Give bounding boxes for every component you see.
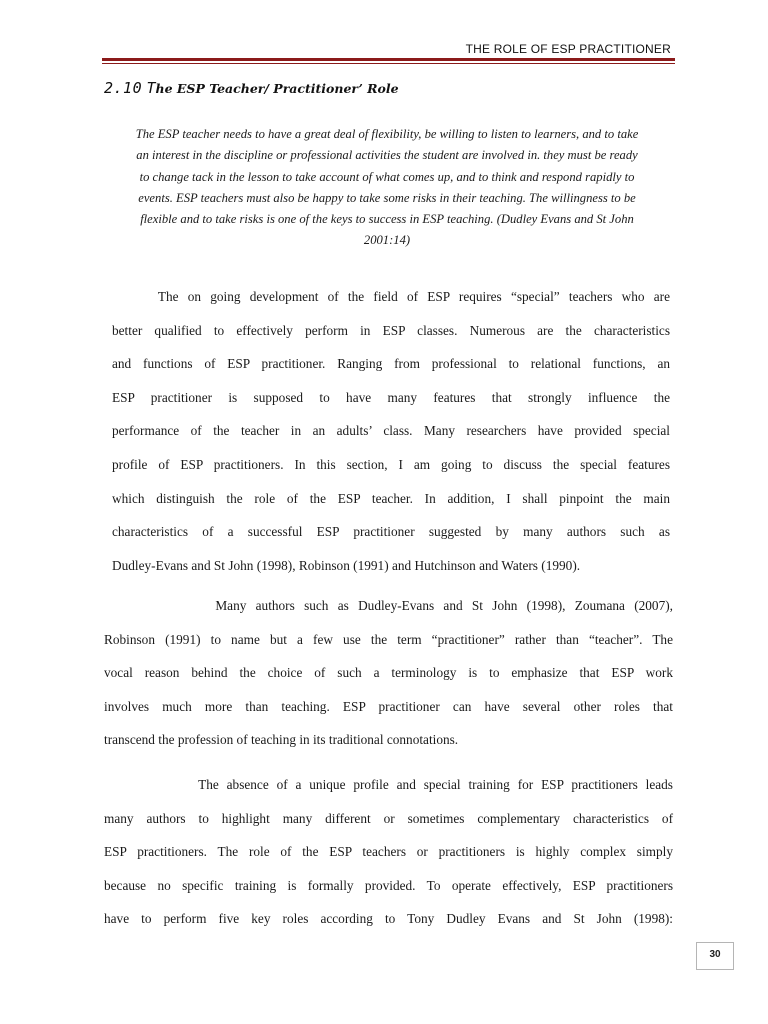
section-title: he ESP Teacher/ Practitioner’ Role [155,81,399,96]
body-paragraph-1 [112,280,670,582]
paragraph-line: many authors to highlight many different or sometimes complementary characteristics of [104,810,673,826]
running-header: THE ROLE OF ESP PRACTITIONER [465,42,671,56]
body-paragraph-2 [104,589,673,757]
paragraph-line: vocal reason behind the choice of such a terminology is to emphasize that ESP work [104,665,673,681]
quote-line: 2001:14) [363,233,411,248]
paragraph-line: transcend the profession of teaching in its traditional connotations. [104,732,459,748]
paragraph-line: ESP practitioners. The role of the ESP teachers or practitioners is highly complex simply [104,844,673,860]
paragraph-line: profile of ESP practitioners. In this section, I am going to discuss the special features [112,456,670,472]
quote-line: an interest in the discipline or professional activities the student are involved in. they must be ready [136,148,638,163]
quote-line: events. ESP teachers must also be happy to take some risks in their teaching. The willingness to be [138,190,636,205]
paragraph-line: involves much more than teaching. ESP practitioner can have several other roles that [104,698,673,714]
quote-line: to change tack in the lesson to take account of what comes up, and to think and respond rapidly to [139,169,635,184]
paragraph-line: The on going development of the field of ESP requires “special” teachers who are [112,289,670,304]
quote-line: flexible and to take risks is one of the keys to success in ESP teaching. (Dudley Evans and St John [140,212,634,227]
section-heading [104,79,399,97]
quote-line: The ESP teacher needs to have a great deal of flexibility, be willing to listen to learners, and to take [135,127,639,141]
paragraph-line: and functions of ESP practitioner. Ranging from professional to relational functions, an [112,356,670,372]
body-paragraph-3 [104,768,673,936]
header-rule-thick [102,58,675,61]
paragraph-line: Robinson (1991) to name but a few use the term “practitioner” rather than “teacher”. The [104,631,673,647]
section-number: 2.10 [104,79,143,97]
paragraph-line: ESP practitioner is supposed to have many features that strongly influence the [112,389,670,405]
paragraph-line: have to perform five key roles according to Tony Dudley Evans and St John (1998): [104,911,673,927]
section-title-initial: T [146,79,156,97]
paragraph-line: The absence of a unique profile and special training for ESP practitioners leads [104,777,673,792]
paragraph-line: which distinguish the role of the ESP teacher. In addition, I shall pinpoint the main [112,490,670,506]
paragraph-line: performance of the teacher in an adults’ class. Many researchers have provided special [112,423,670,439]
page-number: 30 [709,949,721,960]
header-rule-thin [102,63,675,64]
paragraph-line: Many authors such as Dudley-Evans and St John (1998), Zoumana (2007), [104,598,673,613]
paragraph-line: characteristics of a successful ESP practitioner suggested by many authors such as [112,524,670,540]
paragraph-line: Dudley-Evans and St John (1998), Robinson (1991) and Hutchinson and Waters (1990). [112,557,581,573]
paragraph-line: better qualified to effectively perform in ESP classes. Numerous are the characteristics [112,322,670,338]
block-quote [100,124,674,252]
page-number-box [696,942,734,970]
paragraph-line: because no specific training is formally provided. To operate effectively, ESP practitioners [104,877,673,893]
